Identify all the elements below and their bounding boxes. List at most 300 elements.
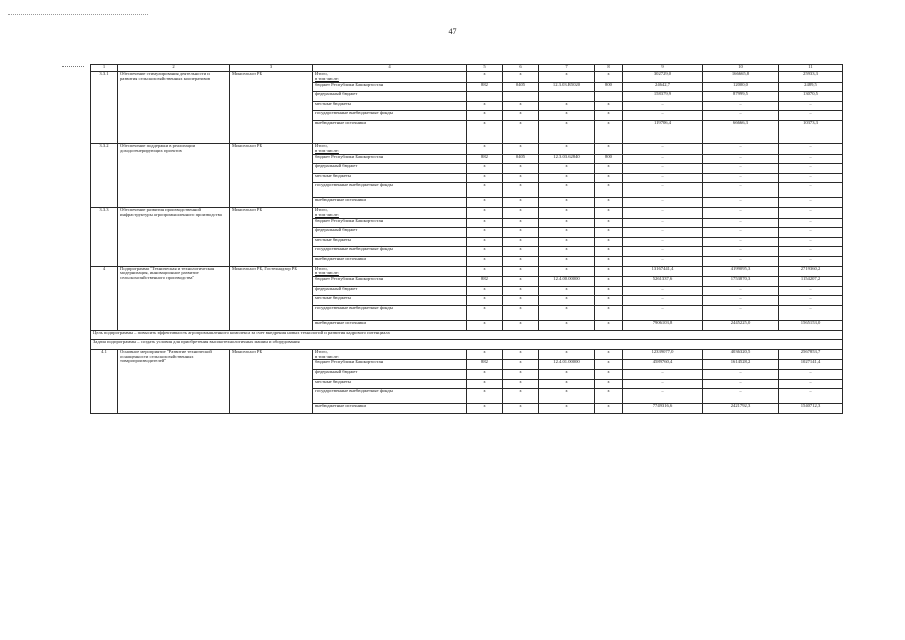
amount-cell: 10373,3 [779, 121, 843, 144]
budget-code-cell: x [503, 370, 539, 380]
budget-code-cell: x [539, 173, 595, 183]
funding-source [313, 306, 467, 321]
amount-cell: – [703, 111, 779, 121]
budget-code-cell: x [503, 247, 539, 257]
amount-cell: – [779, 154, 843, 164]
budget-code-cell: x [595, 257, 623, 267]
amount-cell: – [779, 296, 843, 306]
amount-cell: – [779, 247, 843, 257]
amount-cell: – [703, 144, 779, 155]
budget-code-cell: 882 [467, 154, 503, 164]
budget-code-cell: x [595, 360, 623, 370]
funding-source-label: местные бюджеты [315, 173, 351, 178]
col-header: 9 [623, 65, 703, 72]
budget-code-cell: x [539, 121, 595, 144]
funding-source-label: местные бюджеты [315, 379, 351, 384]
amount-cell: – [703, 164, 779, 174]
amount-cell: – [623, 111, 703, 121]
amount-cell: 4036320,5 [703, 349, 779, 360]
budget-code-cell: 800 [595, 82, 623, 92]
budget-code-cell: x [467, 286, 503, 296]
funding-source [313, 404, 467, 414]
col-header: 4 [313, 65, 467, 72]
budget-code-cell: x [467, 296, 503, 306]
budget-code-cell: x [467, 218, 503, 228]
subprogram-goal: Цель подпрограммы – повысить эффективность агропромышленного комплекса за счет внедрения новых технологий и развития кадрового потенциала [91, 330, 843, 340]
col-header: 1 [91, 65, 118, 72]
amount-cell: 66666,3 [703, 121, 779, 144]
budget-code-cell: x [503, 296, 539, 306]
funding-source-label: внебюджетные источники [315, 320, 366, 325]
funding-source-label: местные бюджеты [315, 101, 351, 106]
funding-source-label: Итого, [315, 71, 328, 76]
margin-scan-marks [62, 66, 84, 68]
amount-cell: – [779, 237, 843, 247]
funding-source-label: федеральный бюджет [315, 163, 358, 169]
funding-source-label: государственные внебюджетные фонды [315, 110, 393, 116]
amount-cell: 12339077,0 [623, 349, 703, 360]
funding-source [313, 198, 467, 208]
amount-cell: 4199095,3 [703, 266, 779, 277]
col-header: 2 [118, 65, 230, 72]
amount-cell: 1154207,2 [779, 277, 843, 287]
budget-code-cell: x [595, 72, 623, 83]
budget-code-cell: x [595, 237, 623, 247]
item-executor: Минсельхоз РБ [230, 349, 313, 413]
amount-cell: 13167441,4 [623, 266, 703, 277]
budget-table [90, 64, 843, 414]
funding-source [313, 173, 467, 183]
budget-code-cell: x [539, 72, 595, 83]
amount-cell: 12000,0 [703, 82, 779, 92]
item-name: Основное мероприятие "Развитие технической оснащенности сельскохозяйственных товаропроизводителей" [118, 349, 230, 413]
page-number: 47 [448, 27, 457, 36]
budget-code-cell: x [503, 228, 539, 238]
amount-cell: – [703, 296, 779, 306]
budget-code-cell [467, 92, 503, 102]
funding-source [313, 144, 467, 155]
funding-source [313, 121, 467, 144]
amount-cell: 2445225,0 [703, 321, 779, 331]
budget-code-cell: x [467, 370, 503, 380]
amount-cell: – [779, 111, 843, 121]
budget-code-cell: x [539, 247, 595, 257]
funding-source-label: федеральный бюджет [315, 227, 358, 233]
amount-cell: 5261337,6 [623, 277, 703, 287]
item-name: Подпрограмма "Техническая и технологическая модернизация, инновационное развитие сельскохозяйственного производства" [118, 266, 230, 330]
budget-code-cell: x [539, 111, 595, 121]
item-executor: Минсельхоз РБ [230, 144, 313, 208]
funding-source-label: Итого, [315, 349, 328, 354]
amount-cell: – [779, 370, 843, 380]
amount-cell: 1027141,4 [779, 360, 843, 370]
budget-code-cell: x [467, 306, 503, 321]
funding-source-label: бюджет Республики Башкортостан [315, 154, 384, 159]
funding-source [313, 164, 467, 174]
budget-code-cell: x [503, 321, 539, 331]
funding-source-sublabel: в том числе: [315, 270, 339, 276]
amount-cell: 13070,5 [779, 92, 843, 102]
amount-cell: – [703, 208, 779, 219]
amount-cell: – [623, 208, 703, 219]
funding-source [313, 370, 467, 380]
budget-code-cell: x [503, 218, 539, 228]
amount-cell: – [779, 164, 843, 174]
budget-code-cell: x [595, 321, 623, 331]
budget-code-cell: x [467, 144, 503, 155]
amount-cell: – [779, 144, 843, 155]
funding-source-label: бюджет Республики Башкортостан [315, 359, 384, 365]
amount-cell: – [623, 154, 703, 164]
budget-code-cell: x [595, 296, 623, 306]
budget-code-cell: x [595, 198, 623, 208]
budget-code-cell: x [595, 370, 623, 380]
budget-code-cell: x [467, 208, 503, 219]
budget-code-cell [595, 92, 623, 102]
budget-code-cell: x [539, 389, 595, 404]
col-header: 8 [595, 65, 623, 72]
funding-source-label: государственные внебюджетные фонды [315, 246, 393, 252]
funding-source-label: государственные внебюджетные фонды [315, 305, 393, 310]
item-name: Обеспечение поддержки в реализации доходогенерирующих проектов [118, 144, 230, 208]
amount-cell: 7749316,6 [623, 404, 703, 414]
amount-cell: – [703, 247, 779, 257]
budget-code-cell: x [539, 404, 595, 414]
budget-code-cell: x [467, 228, 503, 238]
funding-source-label: внебюджетные источники [315, 256, 366, 261]
funding-source-label: местные бюджеты [315, 237, 351, 242]
amount-cell: – [703, 257, 779, 267]
item-name: Обеспечение стимулирования деятельности и развития сельскохозяйственных кооперативов [118, 72, 230, 144]
budget-code-cell: x [595, 389, 623, 404]
budget-code-cell: x [503, 144, 539, 155]
budget-code-cell: x [539, 370, 595, 380]
item-executor: Минсельхоз РБ [230, 72, 313, 144]
budget-code-cell: 800 [595, 154, 623, 164]
table-row [91, 144, 843, 155]
funding-source [313, 247, 467, 257]
funding-source-label: внебюджетные источники [315, 197, 366, 203]
funding-source-label: бюджет Республики Башкортостан [315, 82, 384, 87]
funding-source-label: бюджет Республики Башкортостан [315, 276, 384, 282]
funding-source [313, 296, 467, 306]
amount-cell: – [703, 198, 779, 208]
amount-cell: 166665,8 [703, 72, 779, 83]
budget-code-cell: x [503, 198, 539, 208]
amount-cell: – [623, 173, 703, 183]
budget-code-cell: 0405 [503, 82, 539, 92]
amount-cell: – [779, 173, 843, 183]
amount-cell: 158379,9 [623, 92, 703, 102]
amount-cell: 1753870,3 [703, 277, 779, 287]
amount-cell: – [703, 237, 779, 247]
amount-cell: 1614528,2 [703, 360, 779, 370]
amount-cell: – [779, 208, 843, 219]
funding-source [313, 92, 467, 102]
amount-cell: – [779, 183, 843, 198]
budget-code-cell: x [539, 257, 595, 267]
amount-cell: 25933,3 [779, 72, 843, 83]
budget-code-cell: 12.4.00.00000 [539, 277, 595, 287]
funding-source [313, 349, 467, 360]
amount-cell: – [779, 257, 843, 267]
funding-source [313, 154, 467, 164]
amount-cell: – [703, 370, 779, 380]
budget-code-cell: x [595, 218, 623, 228]
budget-code-cell: x [503, 404, 539, 414]
budget-code-cell: x [595, 286, 623, 296]
budget-code-cell: x [595, 306, 623, 321]
amount-cell: – [703, 306, 779, 321]
funding-source-label: федеральный бюджет [315, 286, 358, 291]
funding-source [313, 286, 467, 296]
budget-code-cell: x [503, 183, 539, 198]
budget-code-cell: x [539, 306, 595, 321]
funding-source-label: государственные внебюджетные фонды [315, 182, 393, 188]
budget-code-cell: x [539, 266, 595, 277]
budget-code-cell: x [467, 237, 503, 247]
budget-code-cell: x [467, 183, 503, 198]
amount-cell: 4589760,4 [623, 360, 703, 370]
budget-code-cell: x [503, 306, 539, 321]
item-number: 4.1 [91, 349, 118, 413]
budget-code-cell: x [467, 164, 503, 174]
budget-code-cell: x [539, 101, 595, 111]
budget-code-cell: x [595, 379, 623, 389]
amount-cell: – [623, 101, 703, 111]
budget-code-cell [539, 92, 595, 102]
amount-cell: – [623, 370, 703, 380]
budget-code-cell: x [595, 349, 623, 360]
budget-code-cell: x [467, 389, 503, 404]
amount-cell: – [623, 306, 703, 321]
amount-cell: – [623, 218, 703, 228]
budget-code-cell: x [467, 321, 503, 331]
budget-code-cell: x [467, 111, 503, 121]
amount-cell: – [623, 389, 703, 404]
funding-source [313, 389, 467, 404]
amount-cell: – [623, 379, 703, 389]
budget-code-cell: x [539, 183, 595, 198]
item-executor: Минсельхоз РБ, Гостехнадзор РБ [230, 266, 313, 330]
funding-source [313, 218, 467, 228]
budget-code-cell: x [539, 164, 595, 174]
subprogram-task: Задача подпрограммы – создать условия для приобретения высокотехнологичных машин и оборудования [91, 340, 843, 350]
funding-source [313, 111, 467, 121]
funding-source-label: Итого, [315, 266, 328, 271]
amount-cell: – [623, 183, 703, 198]
budget-code-cell: x [539, 349, 595, 360]
budget-code-cell: x [595, 164, 623, 174]
budget-code-cell: x [503, 266, 539, 277]
funding-source [313, 208, 467, 219]
budget-code-cell: 12.3.03.62840 [539, 154, 595, 164]
amount-cell: – [623, 198, 703, 208]
col-header: 6 [503, 65, 539, 72]
budget-code-cell: x [539, 218, 595, 228]
amount-cell: – [779, 198, 843, 208]
budget-code-cell: x [467, 173, 503, 183]
funding-source [313, 82, 467, 92]
funding-source [313, 379, 467, 389]
budget-code-cell: 0405 [503, 154, 539, 164]
budget-code-cell: x [539, 286, 595, 296]
budget-code-cell: x [467, 349, 503, 360]
table-row [91, 208, 843, 219]
funding-source [313, 183, 467, 198]
amount-cell: – [779, 101, 843, 111]
funding-source-label: федеральный бюджет [315, 369, 358, 374]
column-number-row [91, 65, 843, 72]
budget-code-cell: x [595, 121, 623, 144]
amount-cell: – [703, 101, 779, 111]
budget-code-cell: x [467, 257, 503, 267]
budget-code-cell: x [503, 121, 539, 144]
funding-source-sublabel: в том числе: [315, 147, 339, 153]
budget-code-cell: 12.3.03.R5020 [539, 82, 595, 92]
budget-code-cell: x [503, 277, 539, 287]
budget-code-cell: x [467, 121, 503, 144]
item-executor: Минсельхоз РБ [230, 208, 313, 267]
budget-code-cell: x [467, 72, 503, 83]
col-header: 5 [467, 65, 503, 72]
amount-cell: – [779, 306, 843, 321]
funding-source-sublabel: в том числе: [315, 211, 339, 217]
amount-cell: – [779, 286, 843, 296]
funding-source-label: федеральный бюджет [315, 91, 358, 97]
amount-cell: 302729,0 [623, 72, 703, 83]
budget-code-cell [503, 92, 539, 102]
budget-code-cell: 882 [467, 82, 503, 92]
budget-code-cell: x [595, 111, 623, 121]
amount-cell: – [623, 257, 703, 267]
budget-code-cell: x [467, 198, 503, 208]
amount-cell: – [623, 144, 703, 155]
amount-cell: 1540712,3 [779, 404, 843, 414]
header-scan-marks [8, 14, 148, 17]
col-header: 7 [539, 65, 595, 72]
amount-cell: – [703, 286, 779, 296]
amount-cell: 24642,7 [623, 82, 703, 92]
funding-source-label: бюджет Республики Башкортостан [315, 218, 384, 223]
col-header: 3 [230, 65, 313, 72]
table-row [91, 72, 843, 83]
budget-code-cell: x [595, 247, 623, 257]
budget-code-cell: x [503, 237, 539, 247]
amount-cell: – [623, 237, 703, 247]
col-header: 11 [779, 65, 843, 72]
amount-cell: – [703, 389, 779, 404]
amount-cell: – [623, 228, 703, 238]
funding-source-label: внебюджетные источники [315, 120, 366, 125]
budget-code-cell: x [467, 247, 503, 257]
amount-cell: – [703, 379, 779, 389]
funding-source [313, 101, 467, 111]
table-row [91, 349, 843, 360]
budget-code-cell: x [595, 183, 623, 198]
budget-code-cell: x [503, 360, 539, 370]
budget-code-cell: x [503, 286, 539, 296]
item-number: 3.3.3 [91, 208, 118, 267]
budget-code-cell: x [595, 101, 623, 111]
budget-code-cell: 882 [467, 277, 503, 287]
amount-cell: 87999,5 [703, 92, 779, 102]
item-number: 3.3.1 [91, 72, 118, 144]
budget-code-cell: 882 [467, 360, 503, 370]
budget-code-cell: x [503, 173, 539, 183]
budget-code-cell: x [503, 111, 539, 121]
budget-code-cell: x [595, 228, 623, 238]
amount-cell: – [703, 183, 779, 198]
section-row [91, 330, 843, 340]
amount-cell: 2567853,7 [779, 349, 843, 360]
item-number: 3.3.2 [91, 144, 118, 208]
budget-code-cell: 12.4.01.00000 [539, 360, 595, 370]
budget-code-cell: x [539, 228, 595, 238]
amount-cell: 2489,5 [779, 82, 843, 92]
budget-code-cell: x [503, 72, 539, 83]
amount-cell: – [703, 173, 779, 183]
amount-cell: – [703, 218, 779, 228]
budget-code-cell: x [503, 208, 539, 219]
budget-code-cell: x [539, 321, 595, 331]
amount-cell: – [779, 228, 843, 238]
item-name: Обеспечение развития производственной инфраструктуры агропромышленного производства [118, 208, 230, 267]
budget-code-cell: x [595, 277, 623, 287]
funding-source [313, 72, 467, 83]
budget-code-cell: x [539, 237, 595, 247]
budget-code-cell: x [467, 404, 503, 414]
budget-code-cell: x [539, 296, 595, 306]
budget-code-cell: x [595, 266, 623, 277]
table-body [91, 65, 843, 414]
funding-source-sublabel: в том числе: [315, 353, 339, 359]
budget-code-cell: x [595, 173, 623, 183]
funding-source [313, 277, 467, 287]
budget-code-cell: x [503, 349, 539, 360]
budget-code-cell: x [467, 101, 503, 111]
funding-source-sublabel: в том числе: [315, 75, 339, 81]
amount-cell: – [623, 247, 703, 257]
funding-source [313, 237, 467, 247]
funding-source [313, 266, 467, 277]
funding-source-label: местные бюджеты [315, 295, 351, 301]
budget-code-cell: x [539, 198, 595, 208]
budget-code-cell: x [595, 208, 623, 219]
funding-source [313, 257, 467, 267]
amount-cell: – [779, 389, 843, 404]
section-row [91, 340, 843, 350]
budget-code-cell: x [467, 266, 503, 277]
amount-cell: – [779, 218, 843, 228]
budget-code-cell: x [503, 257, 539, 267]
amount-cell: 2421792,3 [703, 404, 779, 414]
funding-source-label: Итого, [315, 143, 328, 148]
amount-cell: 1565153,0 [779, 321, 843, 331]
amount-cell: 2719360,2 [779, 266, 843, 277]
funding-source-label: Итого, [315, 207, 328, 212]
budget-code-cell: x [595, 404, 623, 414]
amount-cell: – [703, 228, 779, 238]
budget-code-cell: x [503, 389, 539, 404]
col-header: 10 [703, 65, 779, 72]
item-number: 4 [91, 266, 118, 330]
funding-source [313, 228, 467, 238]
amount-cell: – [779, 379, 843, 389]
budget-code-cell: x [539, 208, 595, 219]
funding-source-label: государственные внебюджетные фонды [315, 388, 393, 394]
funding-source [313, 321, 467, 331]
